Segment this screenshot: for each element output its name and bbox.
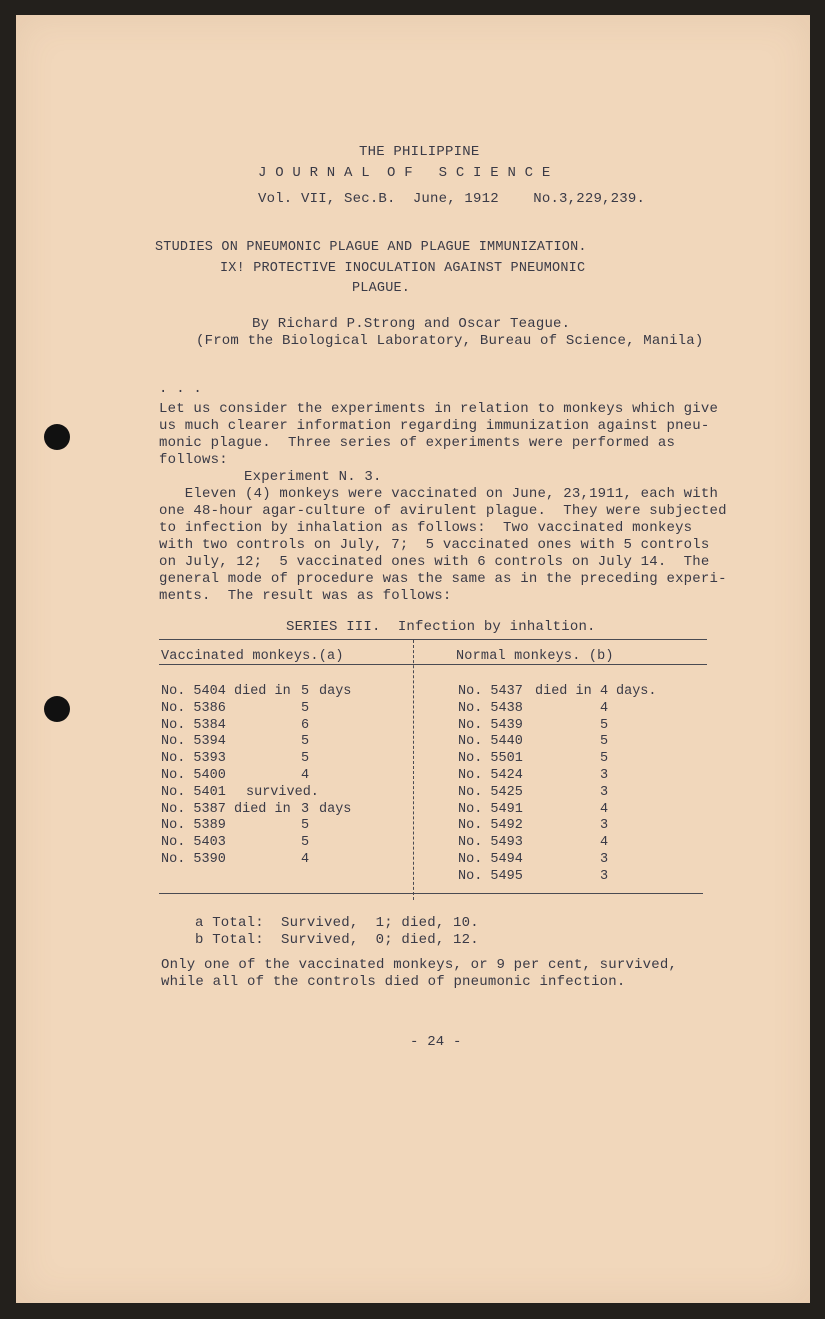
column-header-normal: Normal monkeys. (b) xyxy=(456,649,614,664)
ellipsis: . . . xyxy=(159,381,203,397)
table-cell-id: No. 5394 xyxy=(161,734,226,750)
paragraph-line: one 48-hour agar-culture of avirulent plague. They were subjected xyxy=(159,503,727,519)
paragraph-line: with two controls on July, 7; 5 vaccinated ones with 5 controls xyxy=(159,537,710,553)
table-cell-note: died in xyxy=(234,801,291,817)
paragraph-line: monic plague. Three series of experiments were performed as xyxy=(159,435,676,451)
table-cell-id: No. 5492 xyxy=(458,818,523,834)
table-cell-id: No. 5400 xyxy=(161,768,226,783)
table-caption: SERIES III. Infection by inhaltion. xyxy=(286,619,596,635)
table-cell-suffix: days xyxy=(319,801,352,817)
table-cell-days: 5 xyxy=(301,818,310,834)
table-cell-days: 3 xyxy=(600,768,609,783)
table-cell-days: 5 xyxy=(600,734,609,750)
table-cell-id: No. 5493 xyxy=(458,835,523,851)
table-cell-id: No. 5404 xyxy=(161,684,226,699)
table-cell-note: died in xyxy=(234,684,291,699)
table-cell-id: No. 5491 xyxy=(458,801,523,817)
punch-hole xyxy=(44,424,70,450)
table-cell-id: No. 5440 xyxy=(458,734,523,750)
table-cell-id: No. 5501 xyxy=(458,751,523,767)
journal-citation: Vol. VII, Sec.B. June, 1912 No.3,229,239. xyxy=(258,191,646,207)
punch-hole xyxy=(44,696,70,722)
table-cell-id: No. 5437 xyxy=(458,684,523,699)
document-page xyxy=(16,15,810,1303)
journal-name-line2: J O U R N A L O F S C I E N C E xyxy=(258,165,551,181)
table-cell-id: No. 5494 xyxy=(458,852,523,867)
table-cell-days: 5 xyxy=(301,734,310,750)
table-cell-days: 5 xyxy=(600,751,609,767)
table-cell-id: No. 5390 xyxy=(161,852,226,867)
table-cell-days: 5 xyxy=(301,700,310,716)
table-cell-id: No. 5401 xyxy=(161,784,226,800)
table-cell-days: 5 xyxy=(600,717,609,733)
paragraph-line: us much clearer information regarding immunization against pneu- xyxy=(159,418,710,434)
conclusion-line: while all of the controls died of pneumonic infection. xyxy=(161,974,626,990)
table-cell-id: No. 5425 xyxy=(458,784,523,800)
table-cell-id: No. 5393 xyxy=(161,751,226,767)
table-rule-bottom xyxy=(159,893,703,894)
total-a: a Total: Survived, 1; died, 10. xyxy=(195,915,479,931)
table-cell-days: 5 xyxy=(301,835,310,851)
table-cell-id: No. 5386 xyxy=(161,700,226,716)
table-cell-id: No. 5495 xyxy=(458,868,523,884)
table-cell-note: survived. xyxy=(246,784,319,800)
paragraph-line: Eleven (4) monkeys were vaccinated on June, 23,1911, each with xyxy=(159,486,719,502)
table-cell-days: 3 xyxy=(600,784,609,800)
table-cell-id: No. 5384 xyxy=(161,717,226,733)
table-cell-days: 5 xyxy=(301,684,310,699)
article-title-line3: PLAGUE. xyxy=(352,281,411,296)
article-title-line1: STUDIES ON PNEUMONIC PLAGUE AND PLAGUE IMMUNIZATION. xyxy=(155,240,587,255)
table-cell-id: No. 5403 xyxy=(161,835,226,851)
table-cell-suffix: days xyxy=(319,684,352,699)
table-cell-id: No. 5389 xyxy=(161,818,226,834)
table-cell-note: died in xyxy=(535,684,592,699)
table-cell-days: 3 xyxy=(301,801,310,817)
table-cell-id: No. 5438 xyxy=(458,700,523,716)
table-cell-days: 3 xyxy=(600,852,609,867)
article-title-line2: IX! PROTECTIVE INOCULATION AGAINST PNEUMONIC xyxy=(220,261,586,276)
table-cell-days: 4 xyxy=(301,852,310,867)
table-cell-days: 4 xyxy=(600,835,609,851)
affiliation: (From the Biological Laboratory, Bureau of Science, Manila) xyxy=(196,333,704,349)
table-cell-days: 3 xyxy=(600,818,609,834)
table-cell-days: 6 xyxy=(301,717,310,733)
table-cell-suffix: days. xyxy=(616,684,657,699)
paragraph-line: follows: xyxy=(159,452,228,468)
paragraph-line: on July, 12; 5 vaccinated ones with 6 controls on July 14. The xyxy=(159,554,710,570)
table-rule-top xyxy=(159,639,707,640)
authors: By Richard P.Strong and Oscar Teague. xyxy=(252,316,571,332)
table-cell-id: No. 5439 xyxy=(458,717,523,733)
total-b: b Total: Survived, 0; died, 12. xyxy=(195,932,479,948)
table-cell-days: 4 xyxy=(301,768,310,783)
table-cell-id: No. 5387 xyxy=(161,801,226,817)
table-cell-days: 5 xyxy=(301,751,310,767)
paragraph-line: to infection by inhalation as follows: Two vaccinated monkeys xyxy=(159,520,693,536)
table-cell-days: 4 xyxy=(600,700,609,716)
column-header-vaccinated: Vaccinated monkeys.(a) xyxy=(161,649,344,664)
conclusion-line: Only one of the vaccinated monkeys, or 9 per cent, survived, xyxy=(161,957,678,973)
paragraph-line: ments. The result was as follows: xyxy=(159,588,452,604)
table-cell-days: 3 xyxy=(600,868,609,884)
table-column-divider xyxy=(413,640,414,900)
table-cell-days: 4 xyxy=(600,684,609,699)
paragraph-line: general mode of procedure was the same as in the preceding experi- xyxy=(159,571,727,587)
journal-name-line1: THE PHILIPPINE xyxy=(359,144,480,160)
experiment-heading: Experiment N. 3. xyxy=(244,469,382,485)
paragraph-line: Let us consider the experiments in relation to monkeys which give xyxy=(159,401,719,417)
table-cell-id: No. 5424 xyxy=(458,768,523,783)
page-number: - 24 - xyxy=(410,1034,462,1050)
table-cell-days: 4 xyxy=(600,801,609,817)
